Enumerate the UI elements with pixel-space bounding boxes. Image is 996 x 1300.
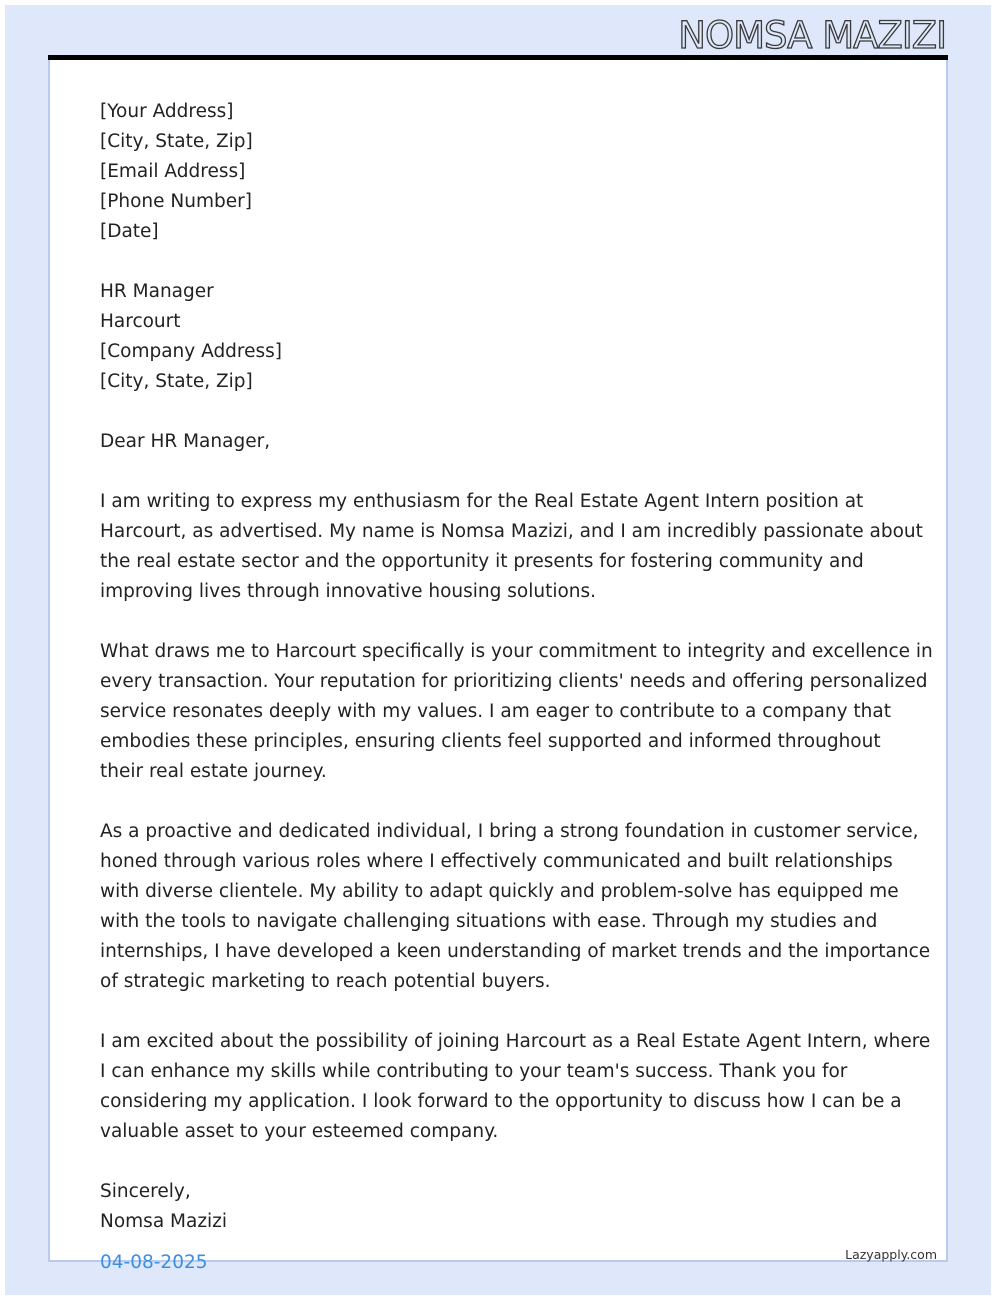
spacer: [100, 247, 900, 277]
letter-body: [100, 97, 933, 1237]
spacer: [100, 457, 900, 487]
paragraph-line: I am writing to express my enthusiasm for the Real Estate Agent Intern position at: [100, 491, 864, 512]
sender-city-state-zip: [City, State, Zip]: [100, 131, 253, 152]
sender-email: [Email Address]: [100, 161, 246, 182]
paragraph-qualifications: [100, 817, 931, 997]
paragraph-line: service resonates deeply with my values. I am eager to contribute to a company that: [100, 701, 891, 722]
recipient-address: [Company Address]: [100, 341, 283, 362]
watermark: Lazyapply.com: [845, 1247, 937, 1262]
recipient-block: [100, 277, 900, 397]
spacer: [100, 997, 900, 1027]
sender-address: [Your Address]: [100, 101, 234, 122]
paragraph-line: their real estate journey.: [100, 761, 327, 782]
paragraph-line: the real estate sector and the opportunity it presents for fostering community and: [100, 551, 864, 572]
sender-block: [100, 97, 900, 247]
paragraph-line: with the tools to navigate challenging situations with ease. Through my studies and: [100, 911, 878, 932]
paragraph-company-fit: [100, 637, 933, 787]
recipient-city-state-zip: [City, State, Zip]: [100, 371, 253, 392]
sender-phone: [Phone Number]: [100, 191, 252, 212]
signature: Nomsa Mazizi: [100, 1211, 228, 1232]
paragraph-line: I can enhance my skills while contributing to your team's success. Thank you for: [100, 1061, 848, 1082]
recipient-title: HR Manager: [100, 281, 214, 302]
paragraph-line: I am excited about the possibility of joining Harcourt as a Real Estate Agent Intern, where: [100, 1031, 931, 1052]
closing: Sincerely,: [100, 1181, 191, 1202]
paragraph-line: valuable asset to your esteemed company.: [100, 1121, 499, 1142]
paragraph-line: What draws me to Harcourt specifically is your commitment to integrity and excellence in: [100, 641, 933, 662]
paragraph-closing: [100, 1027, 931, 1147]
paragraph-line: every transaction. Your reputation for prioritizing clients' needs and offering personalized: [100, 671, 928, 692]
paragraph-line: Harcourt, as advertised. My name is Nomsa Mazizi, and I am incredibly passionate about: [100, 521, 923, 542]
sender-date: [Date]: [100, 221, 159, 242]
salutation: Dear HR Manager,: [100, 431, 271, 452]
spacer: [100, 1147, 900, 1177]
recipient-company: Harcourt: [100, 311, 181, 332]
footer-date: 04-08-2025: [100, 1252, 208, 1273]
paragraph-line: of strategic marketing to reach potential buyers.: [100, 971, 551, 992]
author-name-heading: NOMSA MAZIZI: [678, 14, 946, 57]
paragraph-line: embodies these principles, ensuring clients feel supported and informed throughout: [100, 731, 881, 752]
paragraph-intro: [100, 487, 923, 607]
paragraph-line: honed through various roles where I effectively communicated and built relationships: [100, 851, 893, 872]
paragraph-line: with diverse clientele. My ability to adapt quickly and problem-solve has equipped me: [100, 881, 899, 902]
paragraph-line: internships, I have developed a keen understanding of market trends and the importance: [100, 941, 931, 962]
paragraph-line: As a proactive and dedicated individual, I bring a strong foundation in customer service,: [100, 821, 919, 842]
spacer: [100, 787, 900, 817]
paragraph-line: considering my application. I look forward to the opportunity to discuss how I can be a: [100, 1091, 902, 1112]
spacer: [100, 607, 900, 637]
spacer: [100, 397, 900, 427]
paragraph-line: improving lives through innovative housing solutions.: [100, 581, 597, 602]
